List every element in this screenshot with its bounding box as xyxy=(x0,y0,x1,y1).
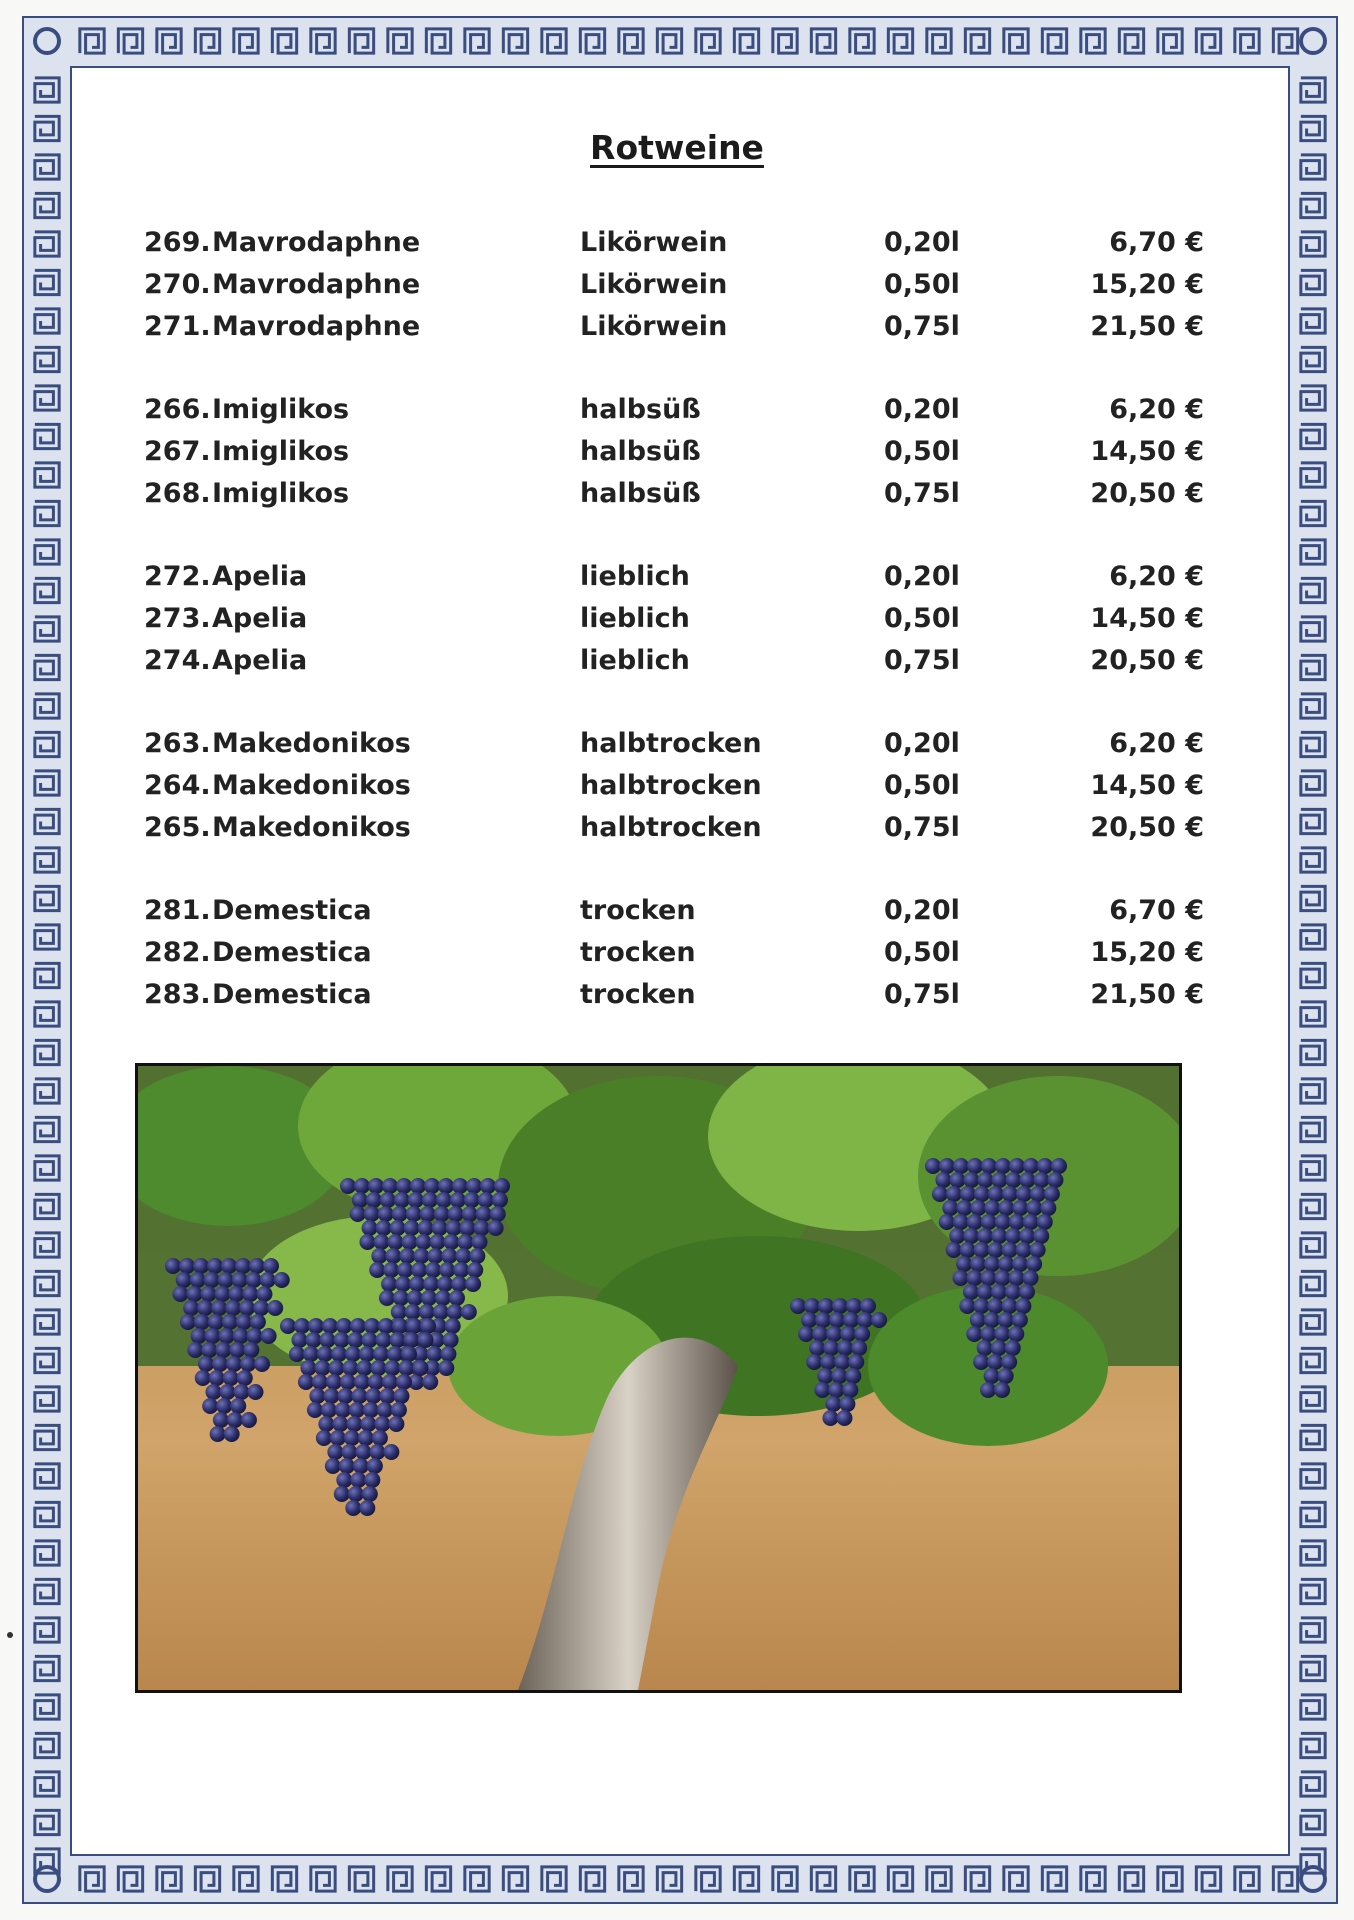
wine-group xyxy=(144,389,1204,515)
item-number: 264. xyxy=(144,770,211,801)
wine-type: Likörwein xyxy=(580,227,728,258)
item-number: 271. xyxy=(144,311,211,342)
wine-list xyxy=(144,222,1204,1016)
wine-volume: 0,50l xyxy=(884,269,960,300)
wine-row xyxy=(144,598,1204,640)
wine-name: Mavrodaphne xyxy=(212,227,421,258)
wine-row xyxy=(144,640,1204,682)
wine-name: Makedonikos xyxy=(212,770,411,801)
wine-row xyxy=(144,932,1204,974)
page-title: Rotweine xyxy=(590,128,764,167)
wine-name: Apelia xyxy=(212,603,308,634)
wine-group xyxy=(144,556,1204,682)
wine-row xyxy=(144,473,1204,515)
wine-type: Likörwein xyxy=(580,269,728,300)
wine-type: lieblich xyxy=(580,603,690,634)
item-number: 267. xyxy=(144,436,211,467)
wine-type: halbsüß xyxy=(580,478,701,509)
wine-row xyxy=(144,723,1204,765)
item-number: 266. xyxy=(144,394,211,425)
wine-price: 15,20 € xyxy=(1090,269,1204,300)
item-number: 268. xyxy=(144,478,211,509)
wine-price: 21,50 € xyxy=(1090,311,1204,342)
wine-name: Demestica xyxy=(212,979,372,1010)
wine-group xyxy=(144,890,1204,1016)
wine-volume: 0,20l xyxy=(884,895,960,926)
wine-volume: 0,20l xyxy=(884,394,960,425)
wine-name: Apelia xyxy=(212,645,308,676)
wine-price: 14,50 € xyxy=(1090,436,1204,467)
wine-volume: 0,75l xyxy=(884,311,960,342)
item-number: 282. xyxy=(144,937,211,968)
item-number: 283. xyxy=(144,979,211,1010)
wine-price: 15,20 € xyxy=(1090,937,1204,968)
wine-volume: 0,75l xyxy=(884,979,960,1010)
wine-row xyxy=(144,974,1204,1016)
wine-volume: 0,50l xyxy=(884,937,960,968)
wine-price: 6,70 € xyxy=(1109,895,1204,926)
wine-volume: 0,75l xyxy=(884,478,960,509)
wine-name: Demestica xyxy=(212,937,372,968)
wine-type: halbsüß xyxy=(580,394,701,425)
item-number: 269. xyxy=(144,227,211,258)
wine-volume: 0,20l xyxy=(884,561,960,592)
wine-type: trocken xyxy=(580,979,696,1010)
wine-volume: 0,75l xyxy=(884,812,960,843)
scan-speck xyxy=(7,1632,13,1638)
wine-row xyxy=(144,890,1204,932)
wine-name: Demestica xyxy=(212,895,372,926)
wine-row xyxy=(144,807,1204,849)
item-number: 265. xyxy=(144,812,211,843)
wine-name: Mavrodaphne xyxy=(212,269,421,300)
grapevine-illustration xyxy=(138,1066,1179,1690)
wine-type: Likörwein xyxy=(580,311,728,342)
wine-price: 6,70 € xyxy=(1109,227,1204,258)
wine-row xyxy=(144,431,1204,473)
wine-type: halbtrocken xyxy=(580,770,762,801)
item-number: 270. xyxy=(144,269,211,300)
item-number: 272. xyxy=(144,561,211,592)
item-number: 263. xyxy=(144,728,211,759)
wine-type: halbtrocken xyxy=(580,728,762,759)
wine-volume: 0,50l xyxy=(884,603,960,634)
wine-row xyxy=(144,389,1204,431)
wine-price: 14,50 € xyxy=(1090,770,1204,801)
wine-row xyxy=(144,222,1204,264)
item-number: 274. xyxy=(144,645,211,676)
item-number: 273. xyxy=(144,603,211,634)
grapevine-photo xyxy=(135,1063,1182,1693)
wine-name: Makedonikos xyxy=(212,812,411,843)
wine-row xyxy=(144,264,1204,306)
wine-type: lieblich xyxy=(580,561,690,592)
wine-volume: 0,20l xyxy=(884,728,960,759)
wine-price: 20,50 € xyxy=(1090,812,1204,843)
wine-group xyxy=(144,222,1204,348)
wine-price: 20,50 € xyxy=(1090,645,1204,676)
wine-name: Apelia xyxy=(212,561,308,592)
wine-name: Imiglikos xyxy=(212,478,350,509)
wine-type: halbsüß xyxy=(580,436,701,467)
wine-group xyxy=(144,723,1204,849)
wine-row xyxy=(144,306,1204,348)
wine-type: trocken xyxy=(580,895,696,926)
wine-type: lieblich xyxy=(580,645,690,676)
wine-name: Imiglikos xyxy=(212,436,350,467)
wine-name: Mavrodaphne xyxy=(212,311,421,342)
item-number: 281. xyxy=(144,895,211,926)
wine-volume: 0,50l xyxy=(884,436,960,467)
wine-volume: 0,75l xyxy=(884,645,960,676)
wine-price: 14,50 € xyxy=(1090,603,1204,634)
wine-volume: 0,50l xyxy=(884,770,960,801)
wine-price: 21,50 € xyxy=(1090,979,1204,1010)
wine-price: 6,20 € xyxy=(1109,728,1204,759)
wine-name: Makedonikos xyxy=(212,728,411,759)
wine-price: 6,20 € xyxy=(1109,561,1204,592)
wine-type: halbtrocken xyxy=(580,812,762,843)
wine-row xyxy=(144,556,1204,598)
wine-row xyxy=(144,765,1204,807)
wine-price: 6,20 € xyxy=(1109,394,1204,425)
wine-name: Imiglikos xyxy=(212,394,350,425)
wine-volume: 0,20l xyxy=(884,227,960,258)
wine-price: 20,50 € xyxy=(1090,478,1204,509)
wine-type: trocken xyxy=(580,937,696,968)
